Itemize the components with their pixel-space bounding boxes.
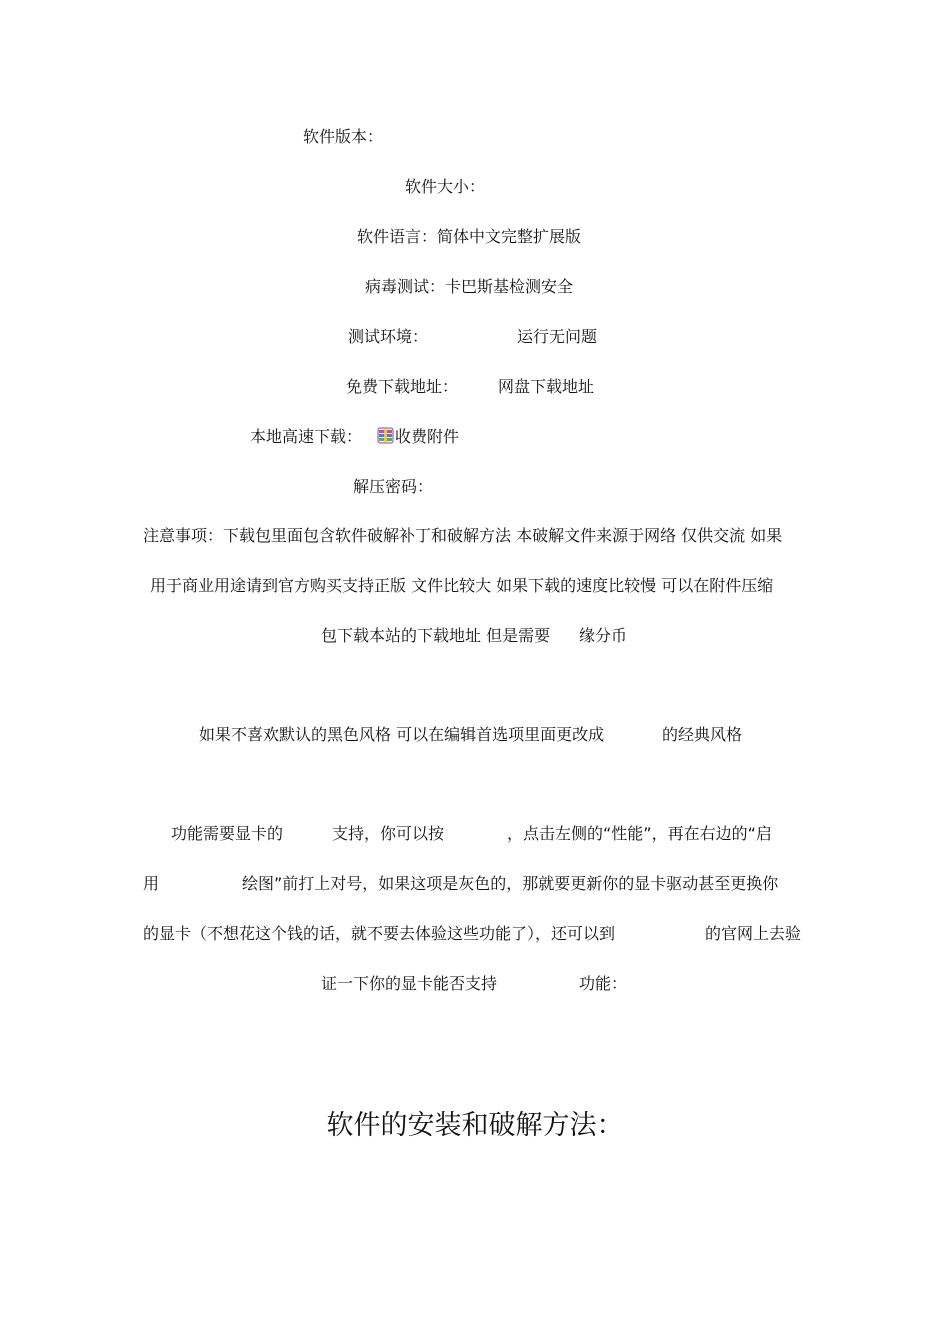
style-tip-b: 的经典风格 — [662, 725, 743, 744]
gpu-line-1-c: ，点击左侧的“性能”，再在右边的“启 — [507, 824, 772, 843]
paid-attachment-link[interactable] — [377, 426, 459, 448]
gpu-line-4-a: 证一下你的显卡能否支持 — [321, 974, 498, 993]
gpu-line-2-b: 绘图”前打上对号，如果这项是灰色的，那就要更新你的显卡驱动甚至更换你 — [242, 874, 779, 893]
gpu-line-3-a: 的显卡（不想花这个钱的话，就不要去体验这些功能了），还可以到 — [143, 924, 616, 943]
style-tip-a: 如果不喜欢默认的黑色风格 可以在编辑首选项里面更改成 — [199, 725, 605, 744]
virus-test-line: 病毒测试：卡巴斯基检测安全 — [365, 277, 574, 296]
unzip-password-label: 解压密码： — [353, 477, 434, 496]
notice-line-1: 注意事项：下载包里面包含软件破解补丁和破解方法 本破解文件来源于网络 仅供交流 如果 — [143, 526, 783, 545]
gpu-line-4-b: 功能： — [579, 974, 628, 993]
install-section-heading: 软件的安装和破解方法： — [326, 1110, 624, 1141]
test-env-value: 运行无问题 — [517, 327, 598, 346]
paid-attachment-label: 收费附件 — [395, 427, 460, 446]
notice-line-3-b: 缘分币 — [579, 626, 628, 645]
gpu-line-1-a: 功能需要显卡的 — [171, 824, 284, 843]
gpu-line-1-b: 支持，你可以按 — [332, 824, 445, 843]
free-download-link[interactable]: 网盘下载地址 — [498, 377, 595, 396]
free-download-label: 免费下载地址： — [346, 377, 459, 396]
archive-file-icon — [377, 427, 394, 444]
gpu-line-3-b: 的官网上去验 — [705, 924, 802, 943]
software-size-label: 软件大小： — [405, 177, 486, 196]
notice-line-2: 用于商业用途请到官方购买支持正版 文件比较大 如果下载的速度比较慢 可以在附件压缩 — [150, 576, 774, 595]
local-download-label: 本地高速下载： — [250, 427, 363, 446]
software-version-label: 软件版本： — [303, 127, 384, 146]
software-language-line: 软件语言：简体中文完整扩展版 — [357, 227, 582, 246]
notice-line-3-a: 包下载本站的下载地址 但是需要 — [321, 626, 551, 645]
test-env-label: 测试环境： — [348, 327, 429, 346]
gpu-line-2-a: 用 — [143, 874, 160, 893]
